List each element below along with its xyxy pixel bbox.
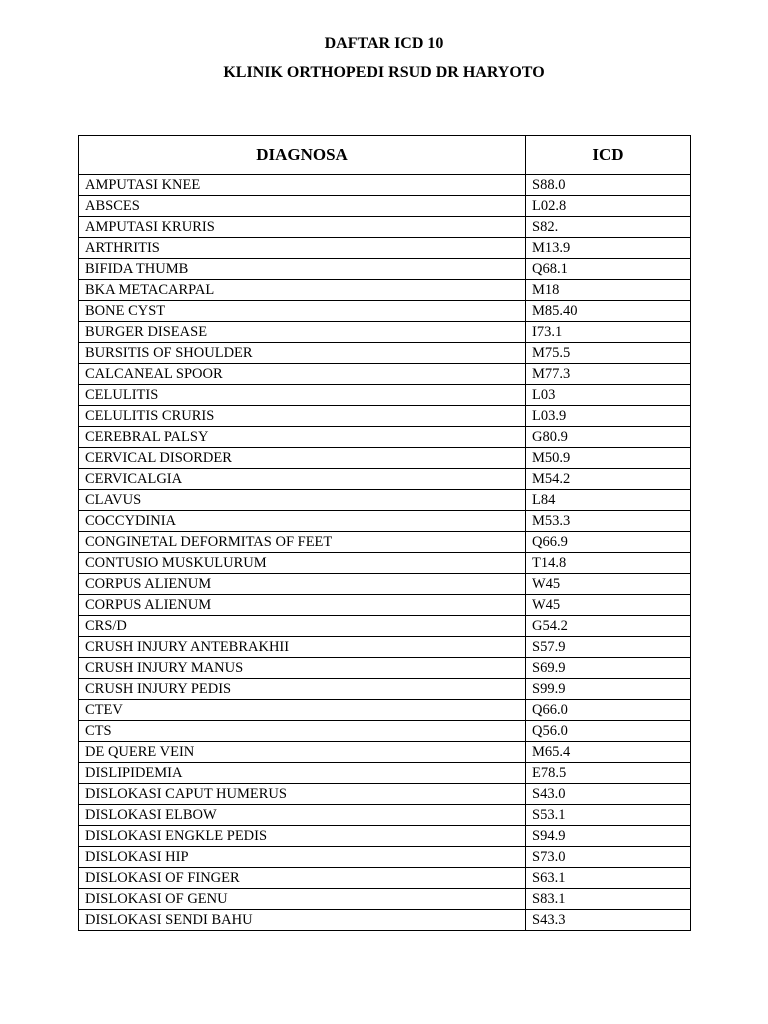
table-row (79, 532, 691, 553)
icd-code-cell: M77.3 (526, 364, 691, 385)
table-row (79, 679, 691, 700)
table-row (79, 553, 691, 574)
table-row (79, 196, 691, 217)
table-row (79, 805, 691, 826)
diagnosis-cell: DISLOKASI SENDI BAHU (79, 910, 526, 931)
icd-code-cell: Q56.0 (526, 721, 691, 742)
diagnosis-cell: CELULITIS (79, 385, 526, 406)
icd-code-cell: S69.9 (526, 658, 691, 679)
diagnosis-cell: CORPUS ALIENUM (79, 574, 526, 595)
icd-code-cell: Q66.9 (526, 532, 691, 553)
diagnosis-cell: DISLOKASI ELBOW (79, 805, 526, 826)
table-header-row (79, 136, 691, 175)
diagnosis-cell: DISLOKASI CAPUT HUMERUS (79, 784, 526, 805)
diagnosis-cell: CONTUSIO MUSKULURUM (79, 553, 526, 574)
table-row (79, 427, 691, 448)
table-row (79, 280, 691, 301)
table-row (79, 322, 691, 343)
icd-code-cell: S73.0 (526, 847, 691, 868)
table-row (79, 469, 691, 490)
icd-code-cell: M85.40 (526, 301, 691, 322)
table-row (79, 910, 691, 931)
icd-code-cell: M75.5 (526, 343, 691, 364)
table-row (79, 784, 691, 805)
table-row (79, 742, 691, 763)
icd-code-cell: Q68.1 (526, 259, 691, 280)
icd-code-cell: W45 (526, 595, 691, 616)
diagnosis-cell: COCCYDINIA (79, 511, 526, 532)
icd-code-cell: S63.1 (526, 868, 691, 889)
icd-code-cell: L03 (526, 385, 691, 406)
icd-code-cell: M65.4 (526, 742, 691, 763)
diagnosis-cell: CLAVUS (79, 490, 526, 511)
table-header (79, 136, 691, 175)
table-row (79, 658, 691, 679)
diagnosis-cell: DISLOKASI OF FINGER (79, 868, 526, 889)
table-row (79, 868, 691, 889)
column-header-icd: ICD (526, 136, 691, 175)
diagnosis-cell: ARTHRITIS (79, 238, 526, 259)
icd-code-cell: S53.1 (526, 805, 691, 826)
diagnosis-cell: DISLIPIDEMIA (79, 763, 526, 784)
icd-code-cell: M18 (526, 280, 691, 301)
diagnosis-cell: DE QUERE VEIN (79, 742, 526, 763)
icd-code-cell: G54.2 (526, 616, 691, 637)
icd-code-cell: L03.9 (526, 406, 691, 427)
diagnosis-cell: BURGER DISEASE (79, 322, 526, 343)
icd-code-cell: S43.3 (526, 910, 691, 931)
table-row (79, 511, 691, 532)
diagnosis-cell: CEREBRAL PALSY (79, 427, 526, 448)
column-header-diagnosa: DIAGNOSA (79, 136, 526, 175)
table-row (79, 217, 691, 238)
diagnosis-cell: CRUSH INJURY PEDIS (79, 679, 526, 700)
icd-code-cell: S88.0 (526, 175, 691, 196)
diagnosis-cell: BONE CYST (79, 301, 526, 322)
icd-code-cell: G80.9 (526, 427, 691, 448)
table-row (79, 763, 691, 784)
table-row (79, 448, 691, 469)
table-row (79, 364, 691, 385)
diagnosis-cell: CRUSH INJURY MANUS (79, 658, 526, 679)
table-row (79, 259, 691, 280)
diagnosis-cell: CRS/D (79, 616, 526, 637)
diagnosis-cell: AMPUTASI KNEE (79, 175, 526, 196)
icd-code-cell: M53.3 (526, 511, 691, 532)
diagnosis-cell: CORPUS ALIENUM (79, 595, 526, 616)
table-row (79, 343, 691, 364)
document-title: DAFTAR ICD 10 (324, 35, 444, 52)
diagnosis-cell: CELULITIS CRURIS (79, 406, 526, 427)
diagnosis-cell: ABSCES (79, 196, 526, 217)
table-row (79, 574, 691, 595)
diagnosis-cell: DISLOKASI HIP (79, 847, 526, 868)
diagnosis-cell: CERVICAL DISORDER (79, 448, 526, 469)
icd-code-cell: S99.9 (526, 679, 691, 700)
icd-code-cell: S43.0 (526, 784, 691, 805)
table-body (79, 175, 691, 931)
diagnosis-cell: CERVICALGIA (79, 469, 526, 490)
table-row (79, 700, 691, 721)
icd-code-cell: I73.1 (526, 322, 691, 343)
icd-table (78, 135, 691, 931)
diagnosis-cell: BKA METACARPAL (79, 280, 526, 301)
document-subtitle: KLINIK ORTHOPEDI RSUD DR HARYOTO (223, 64, 545, 81)
diagnosis-cell: DISLOKASI OF GENU (79, 889, 526, 910)
icd-code-cell: M50.9 (526, 448, 691, 469)
diagnosis-cell: CTS (79, 721, 526, 742)
table-row (79, 721, 691, 742)
table-row (79, 238, 691, 259)
table-row (79, 490, 691, 511)
icd-code-cell: L84 (526, 490, 691, 511)
icd-code-cell: W45 (526, 574, 691, 595)
table-row (79, 889, 691, 910)
table-row (79, 301, 691, 322)
icd-code-cell: M13.9 (526, 238, 691, 259)
table-row (79, 616, 691, 637)
table-row (79, 637, 691, 658)
icd-code-cell: S82. (526, 217, 691, 238)
table-row (79, 847, 691, 868)
diagnosis-cell: AMPUTASI KRURIS (79, 217, 526, 238)
icd-code-cell: M54.2 (526, 469, 691, 490)
diagnosis-cell: CRUSH INJURY ANTEBRAKHII (79, 637, 526, 658)
diagnosis-cell: CONGINETAL DEFORMITAS OF FEET (79, 532, 526, 553)
table-row (79, 595, 691, 616)
diagnosis-cell: CTEV (79, 700, 526, 721)
table-row (79, 385, 691, 406)
diagnosis-cell: BIFIDA THUMB (79, 259, 526, 280)
icd-code-cell: S57.9 (526, 637, 691, 658)
icd-code-cell: L02.8 (526, 196, 691, 217)
icd-code-cell: Q66.0 (526, 700, 691, 721)
icd-code-cell: S94.9 (526, 826, 691, 847)
diagnosis-cell: DISLOKASI ENGKLE PEDIS (79, 826, 526, 847)
table-row (79, 175, 691, 196)
icd-code-cell: E78.5 (526, 763, 691, 784)
table-row (79, 826, 691, 847)
table-row (79, 406, 691, 427)
icd-code-cell: S83.1 (526, 889, 691, 910)
diagnosis-cell: CALCANEAL SPOOR (79, 364, 526, 385)
diagnosis-cell: BURSITIS OF SHOULDER (79, 343, 526, 364)
icd-code-cell: T14.8 (526, 553, 691, 574)
